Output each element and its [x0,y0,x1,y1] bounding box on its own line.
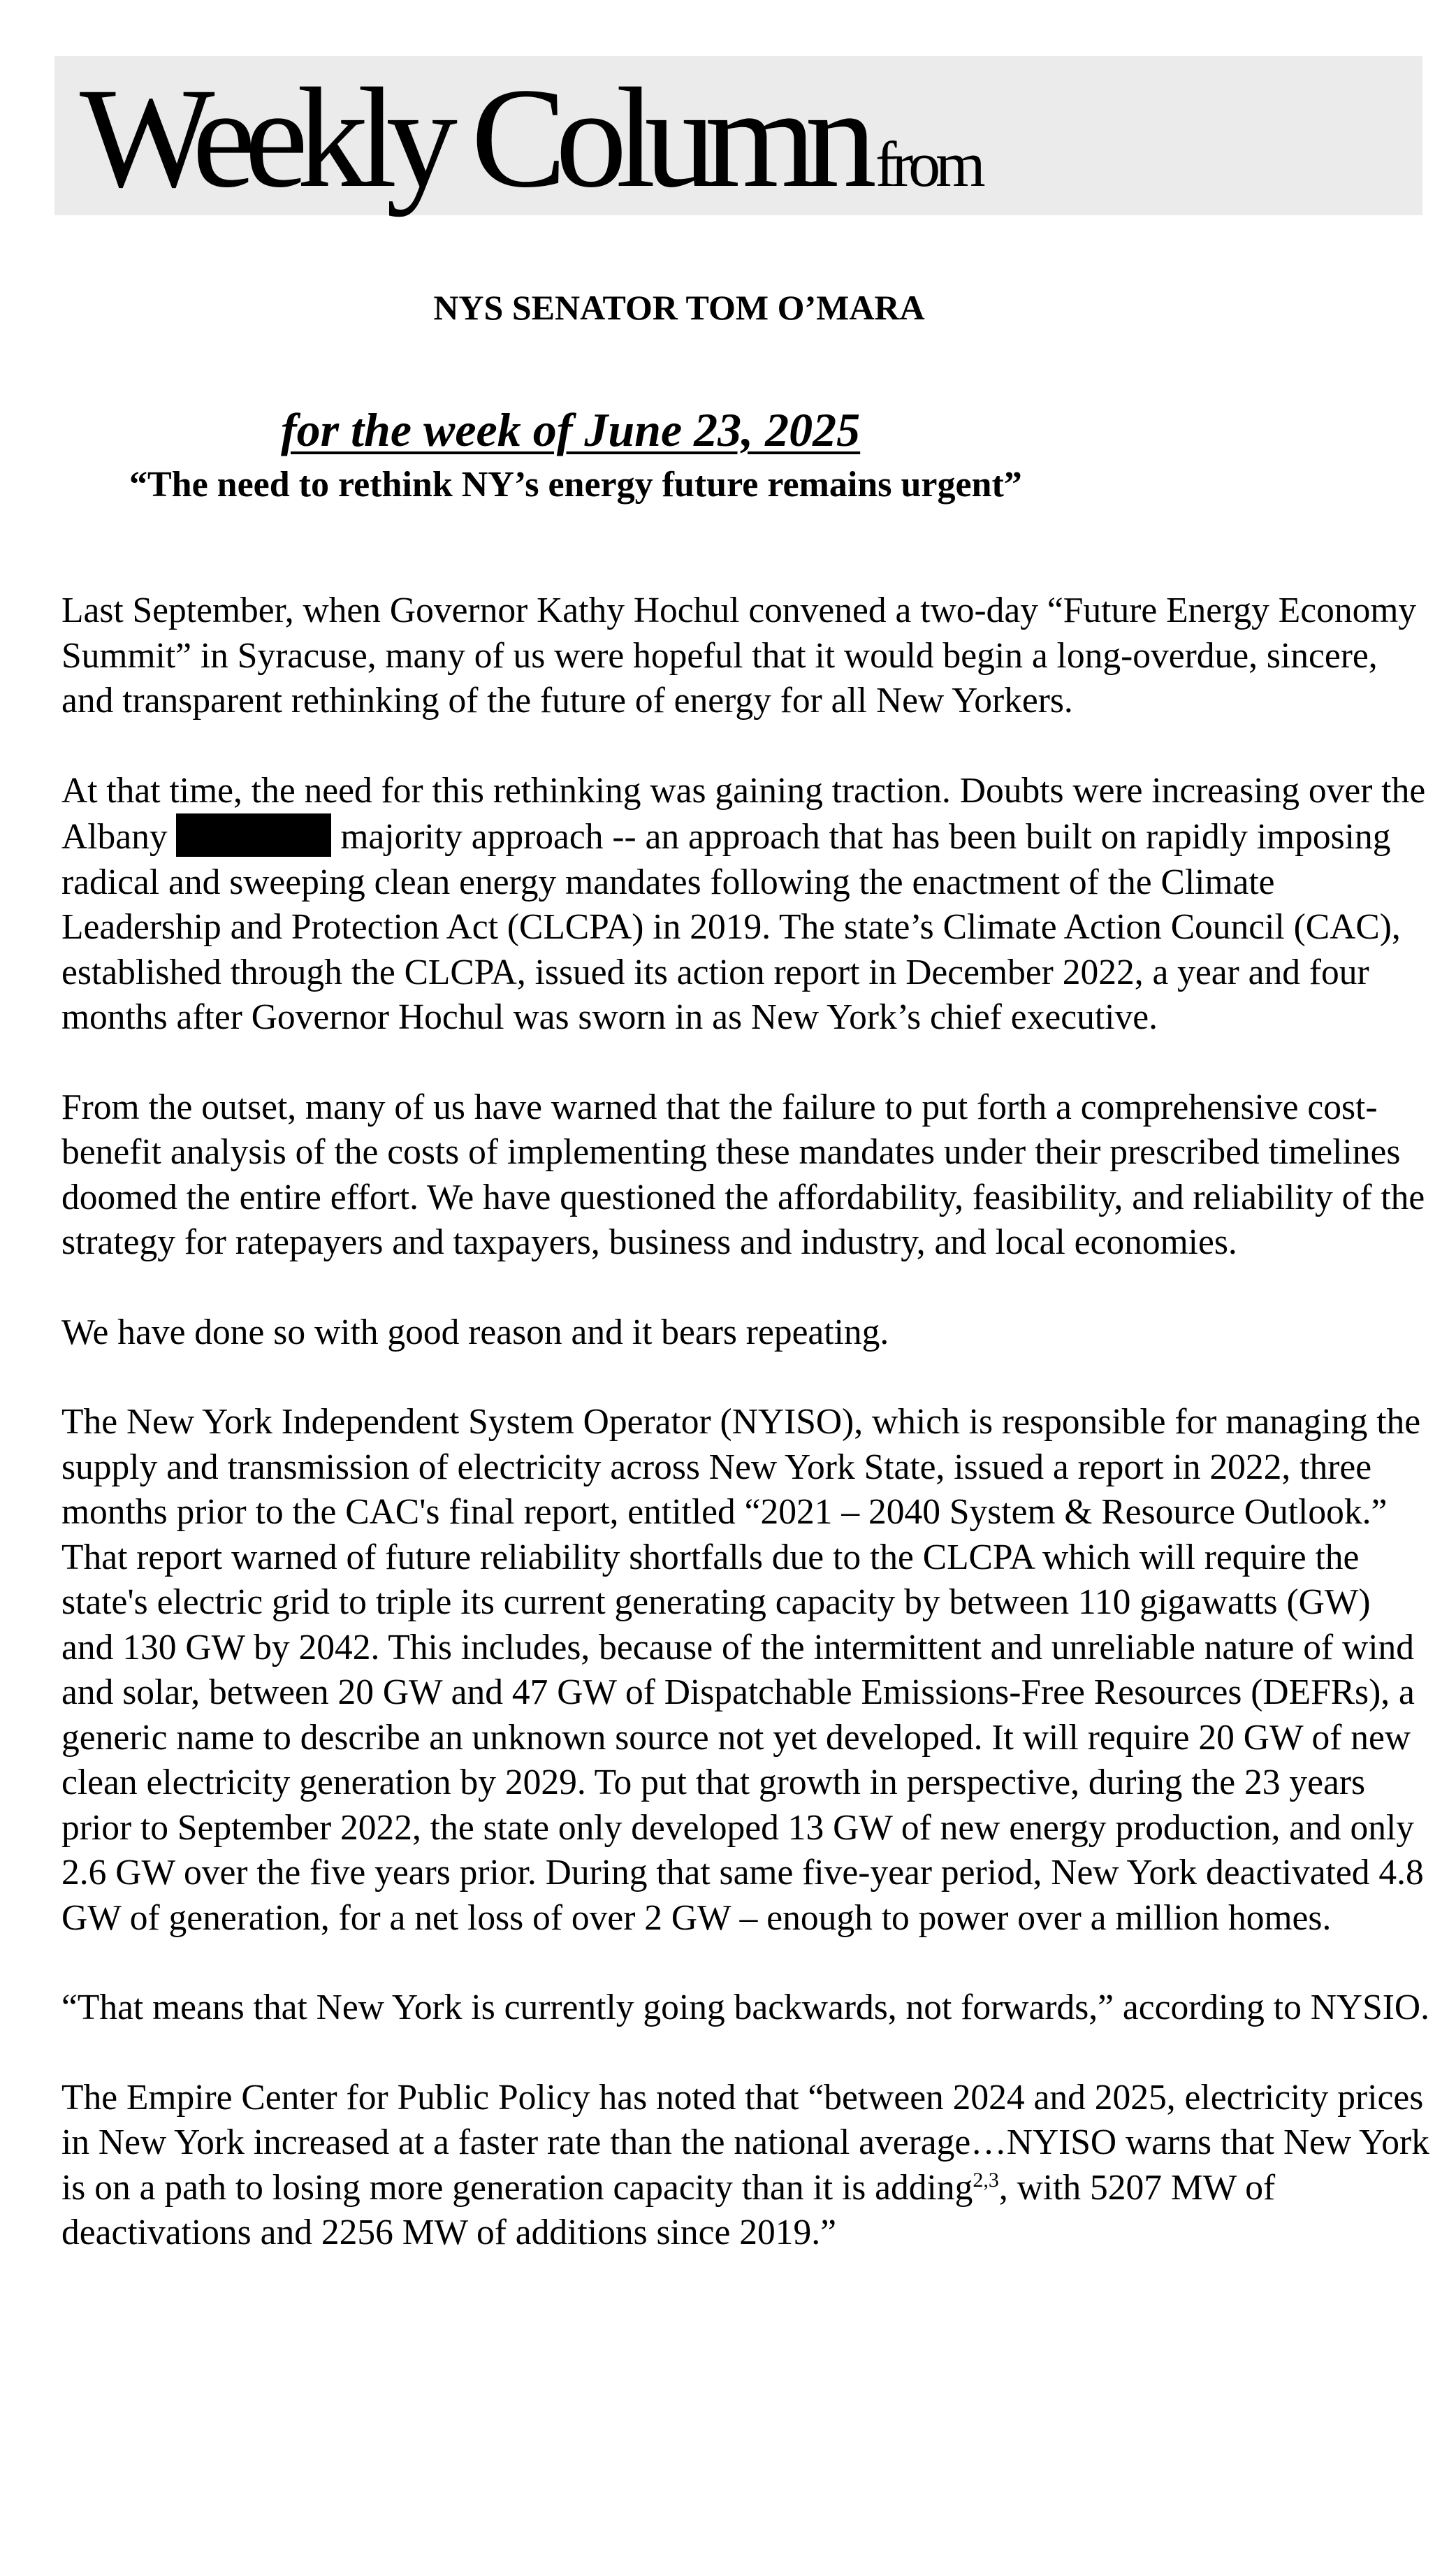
paragraph-7-after: , with 5207 MW of deactivations and 2256 MW of additions since 2019.” [61,2167,1276,2252]
masthead-title [80,61,981,241]
column-headline: “The need to rethink NY’s energy future remains urgent” [129,465,1022,505]
paragraph-2 [61,769,1431,1041]
paragraph-4: We have done so with good reason and it bears repeating. [61,1312,889,1352]
footnote-reference: 2,3 [973,2168,999,2192]
masthead [54,56,1422,215]
paragraph-2-after: majority approach -- an approach that has been built on rapidly imposing radical and sweeping clean energy mandates following the enactment of the Climate Leadership and Protection Act (CLCPA) in 2019. The state’s Climate Action Council (CAC), established through the CLCPA, issued its action report in December 2022, a year and four months after Governor Hochul was sworn in as New York’s chief executive. [61,817,1401,1037]
paragraph-6: “That means that New York is currently going backwards, not forwards,” according to NYSIO. [61,1988,1429,2027]
redaction-block [176,813,331,857]
senator-name: NYS SENATOR TOM O’MARA [433,288,925,327]
week-date-line: for the week of June 23, 2025 [281,403,861,456]
column-body [61,588,1431,2301]
paragraph-7 [61,2076,1431,2256]
paragraph-3: From the outset, many of us have warned that the failure to put forth a comprehensive cost-benefit analysis of the costs of implementing these mandates under their prescribed timelines doomed the entire effort. We have questioned the affordability, feasibility, and reliability of the strategy for ratepayers and taxpayers, business and industry, and local economies. [61,1087,1425,1262]
paragraph-2-before: At that time, the need for this rethinking was gaining traction. Doubts were increasing over the Albany [61,770,1426,857]
masthead-from: from [875,129,981,200]
paragraph-7-before: The Empire Center for Public Policy has noted that “between 2024 and 2025, electricity prices in New York increased at a faster rate than the national average…NYISO warns that New York is on a path to losing more generation capacity than it is adding [61,2077,1429,2208]
masthead-title-text: Weekly Column [80,59,866,217]
paragraph-1: Last September, when Governor Kathy Hochul convened a two-day “Future Energy Economy Summit” in Syracuse, many of us were hopeful that it would begin a long-overdue, sincere, and transparent rethinking of the future of energy for all New Yorkers. [61,591,1417,721]
paragraph-5: The New York Independent System Operator (NYISO), which is responsible for managing the supply and transmission of electricity across New York State, issued a report in 2022, three months prior to the CAC's final report, entitled “2021 – 2040 System & Resource Outlook.” That report warned of future reliability shortfalls due to the CLCPA which will require the state's electric grid to triple its current generating capacity by between 110 gigawatts (GW) and 130 GW by 2042. This includes, because of the intermittent and unreliable nature of wind and solar, between 20 GW and 47 GW of Dispatchable Emissions-Free Resources (DEFRs), a generic name to describe an unknown source not yet developed. It will require 20 GW of new clean electricity generation by 2029. To put that growth in perspective, during the 23 years prior to September 2022, the state only developed 13 GW of new energy production, and only 2.6 GW over the five years prior. During that same five-year period, New York deactivated 4.8 GW of generation, for a net loss of over 2 GW – enough to power over a million homes. [61,1402,1424,1938]
